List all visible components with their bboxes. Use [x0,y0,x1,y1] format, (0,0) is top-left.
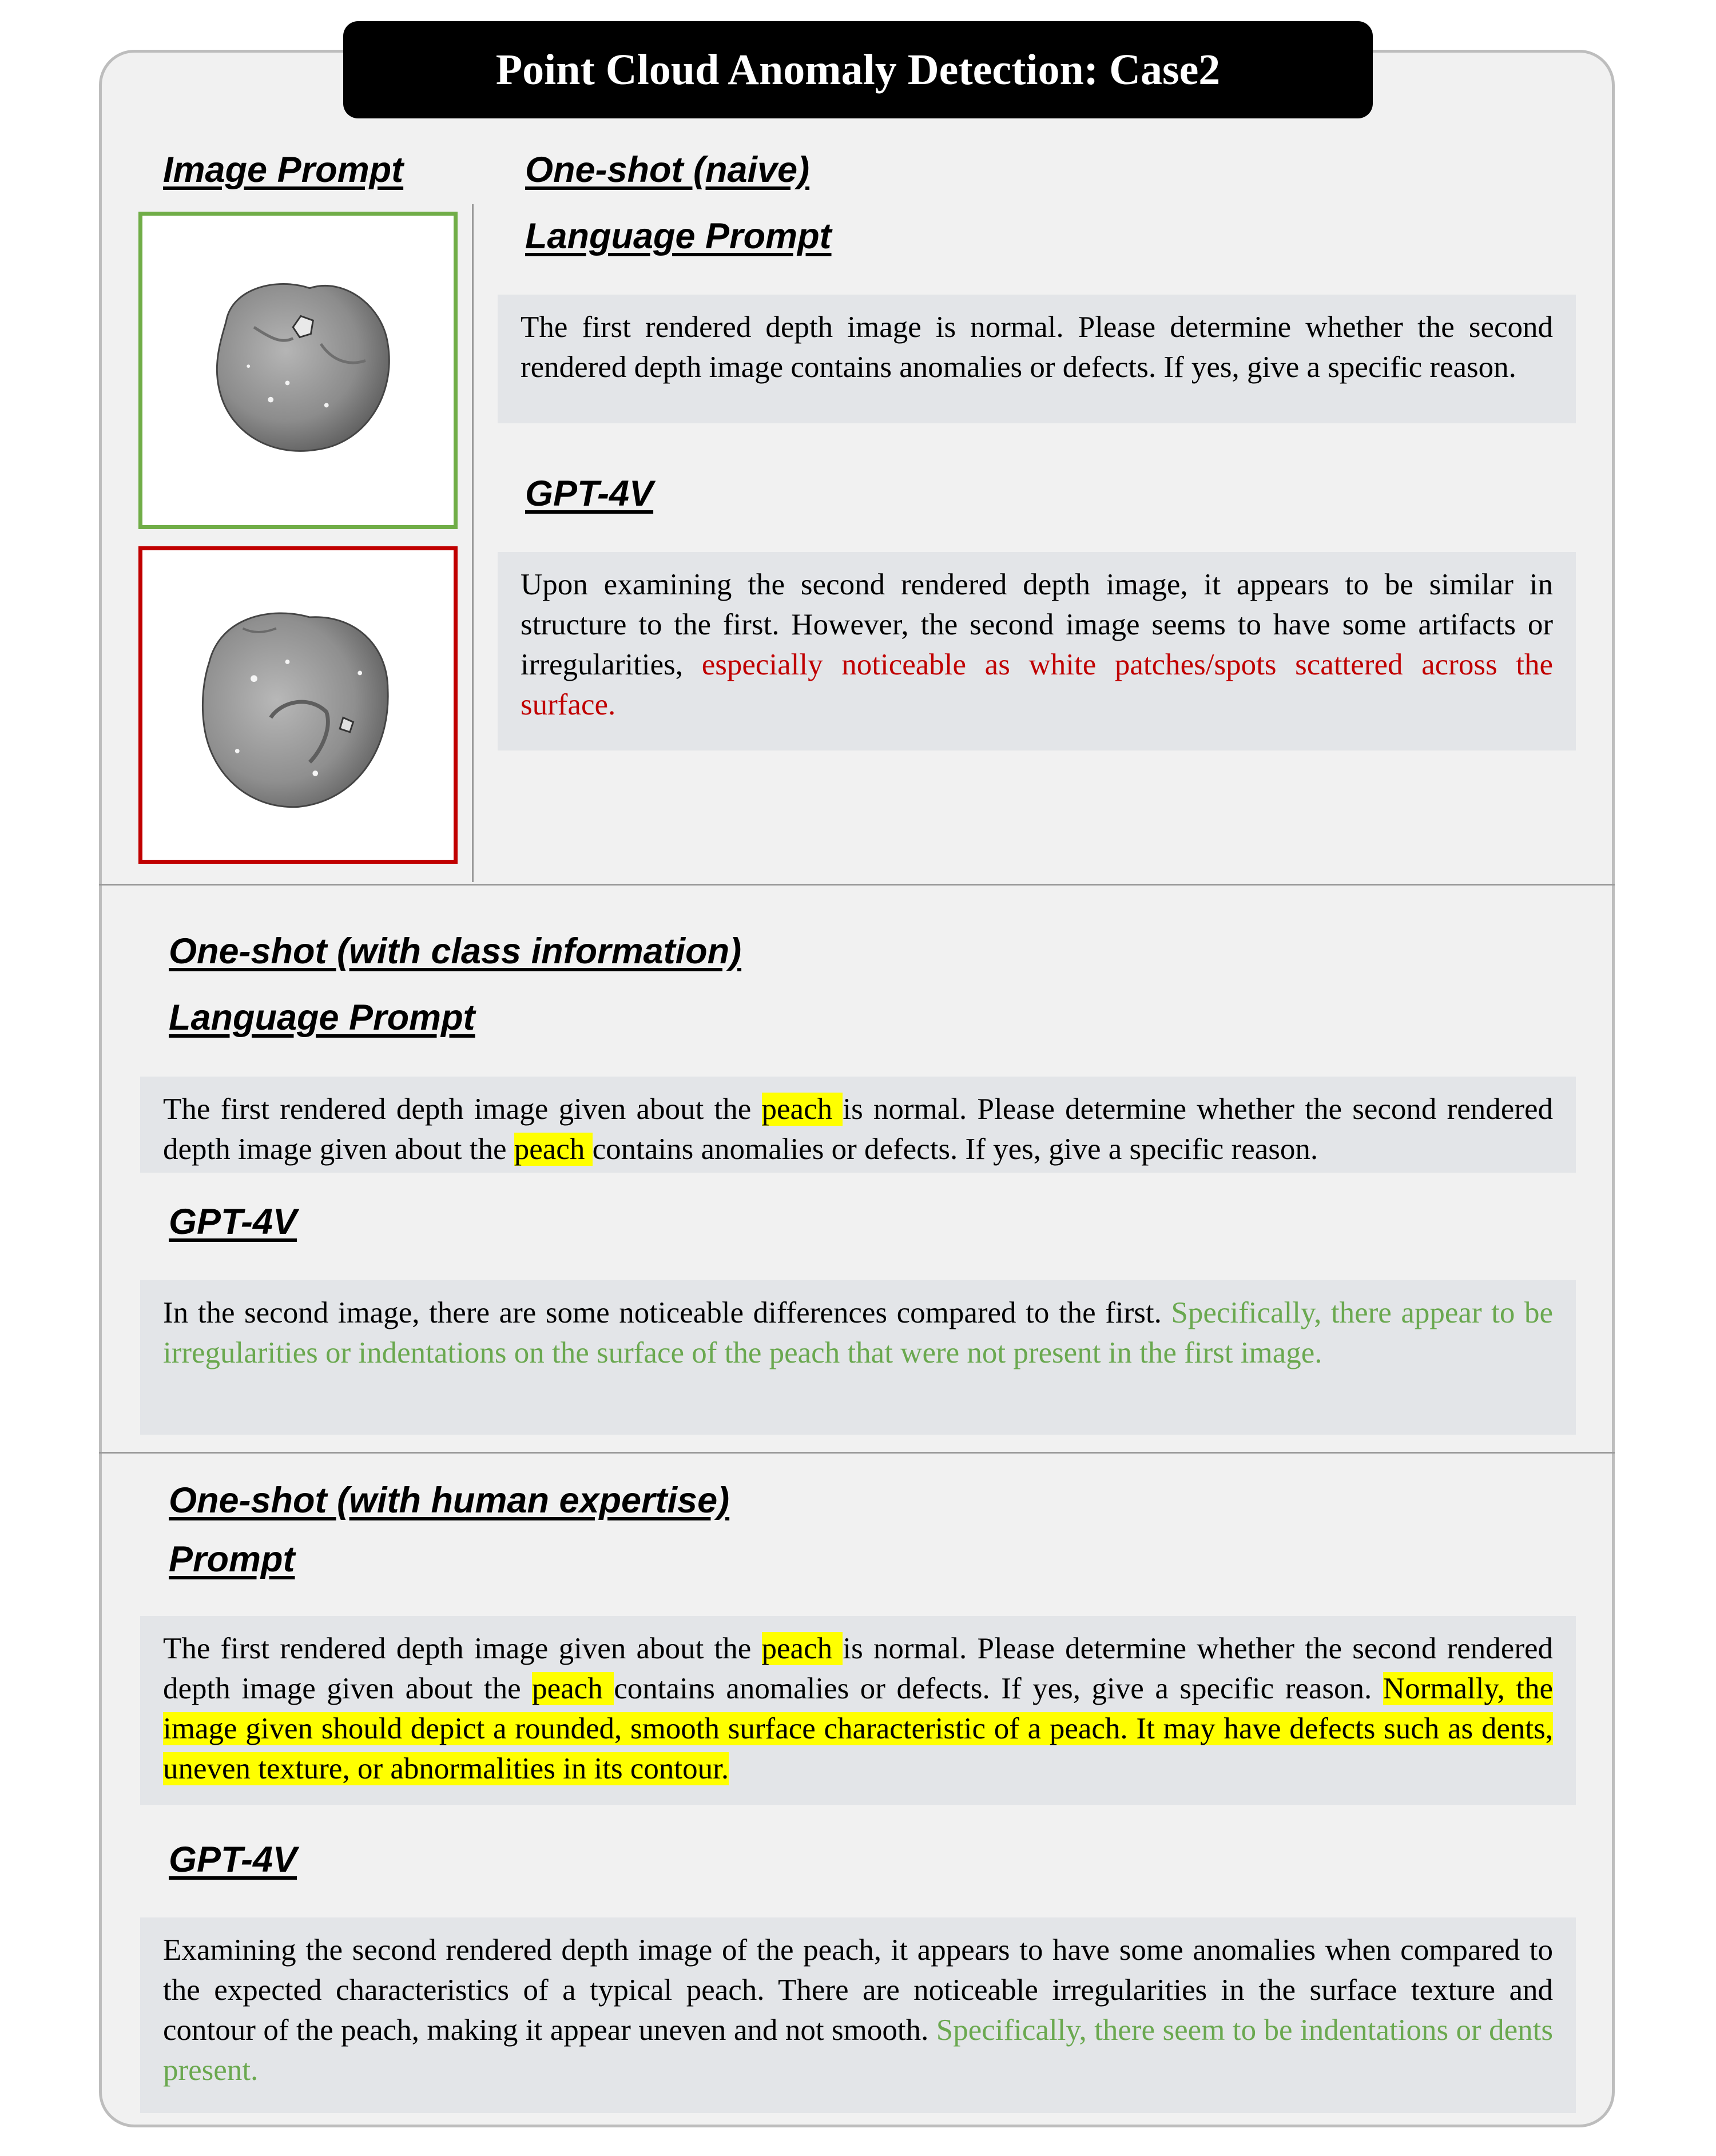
expertise-response-green-text: Specifically, there seem to be indentations or dents present. [163,2014,1553,2087]
class-info-prompt-part2: is normal. Please determine whether the second rendered depth image given about the [163,1093,1554,1166]
expertise-response-box [140,1917,1576,2113]
expertise-response-text: Examining the second rendered depth image of the peach, it appears to have some anomalies when compared to the expected characteristics of a typical peach. There are noticeable irregularities in the surface texture and contour of the peach, making it appear uneven and not smooth. [163,1933,1553,2047]
class-info-prompt-box [140,1077,1576,1173]
naive-prompt-box [498,295,1576,423]
class-info-response-text: In the second image, there are some noticeable differences compared to the first. [163,1296,1171,1329]
class-info-response-box [140,1280,1576,1435]
class-info-gpt4v-heading: GPT-4V [169,1202,297,1242]
class-info-heading: One-shot (with class information) [169,931,742,971]
expertise-peach-highlight-2: peach [532,1672,614,1705]
section-divider-1 [99,884,1615,886]
expertise-peach-highlight-1: peach [761,1632,843,1665]
expertise-prompt-box [140,1616,1576,1805]
class-info-response-green-text: Specifically, there appear to be irregularities or indentations on the surface of the peach that were not present in the first image. [163,1296,1553,1369]
expertise-knowledge-highlight: Normally, the image given should depict a rounded, smooth surface characteristic of a peach. It may have defects such as dents, uneven texture, or abnormalities in its contour. [163,1672,1554,1785]
naive-response-text: Upon examining the second rendered depth image, it appears to be similar in structure to the first. However, the second image seems to have some artifacts or irregularities, [521,568,1553,681]
class-info-prompt-part3: contains anomalies or defects. If yes, give a specific reason. [592,1133,1318,1166]
naive-response-box [498,552,1576,751]
column-divider [472,204,474,882]
naive-language-prompt-heading: Language Prompt [525,216,832,256]
page-title: Point Cloud Anomaly Detection: Case2 [343,21,1373,118]
normal-peach-image [138,212,458,529]
expertise-prompt-part1: The first rendered depth image given about the [163,1632,762,1665]
expertise-prompt-part2: is normal. Please determine whether the second rendered depth image given about the [163,1632,1554,1705]
expertise-prompt-heading: Prompt [169,1539,295,1579]
naive-gpt4v-heading: GPT-4V [525,474,654,514]
naive-heading: One-shot (naive) [525,150,810,190]
section-divider-2 [99,1452,1615,1454]
expertise-prompt-part3: contains anomalies or defects. If yes, give a specific reason. [614,1672,1383,1705]
expertise-heading: One-shot (with human expertise) [169,1480,730,1520]
class-info-language-prompt-heading: Language Prompt [169,998,475,1038]
peach-depth-render-anomalous-icon [142,550,454,860]
anomalous-peach-image [138,546,458,864]
expertise-gpt4v-heading: GPT-4V [169,1840,297,1880]
naive-prompt-text: The first rendered depth image is normal. Please determine whether the second rendered depth image contains anomalies or defects. If yes, give a specific reason. [521,311,1553,384]
class-info-peach-highlight-1: peach [761,1093,843,1126]
naive-response-red-text: especially noticeable as white patches/spots scattered across the surface. [521,648,1553,721]
peach-depth-render-normal-icon [142,216,454,525]
image-prompt-heading: Image Prompt [163,150,404,190]
class-info-prompt-part1: The first rendered depth image given about the [163,1093,762,1126]
class-info-peach-highlight-2: peach [514,1133,593,1166]
